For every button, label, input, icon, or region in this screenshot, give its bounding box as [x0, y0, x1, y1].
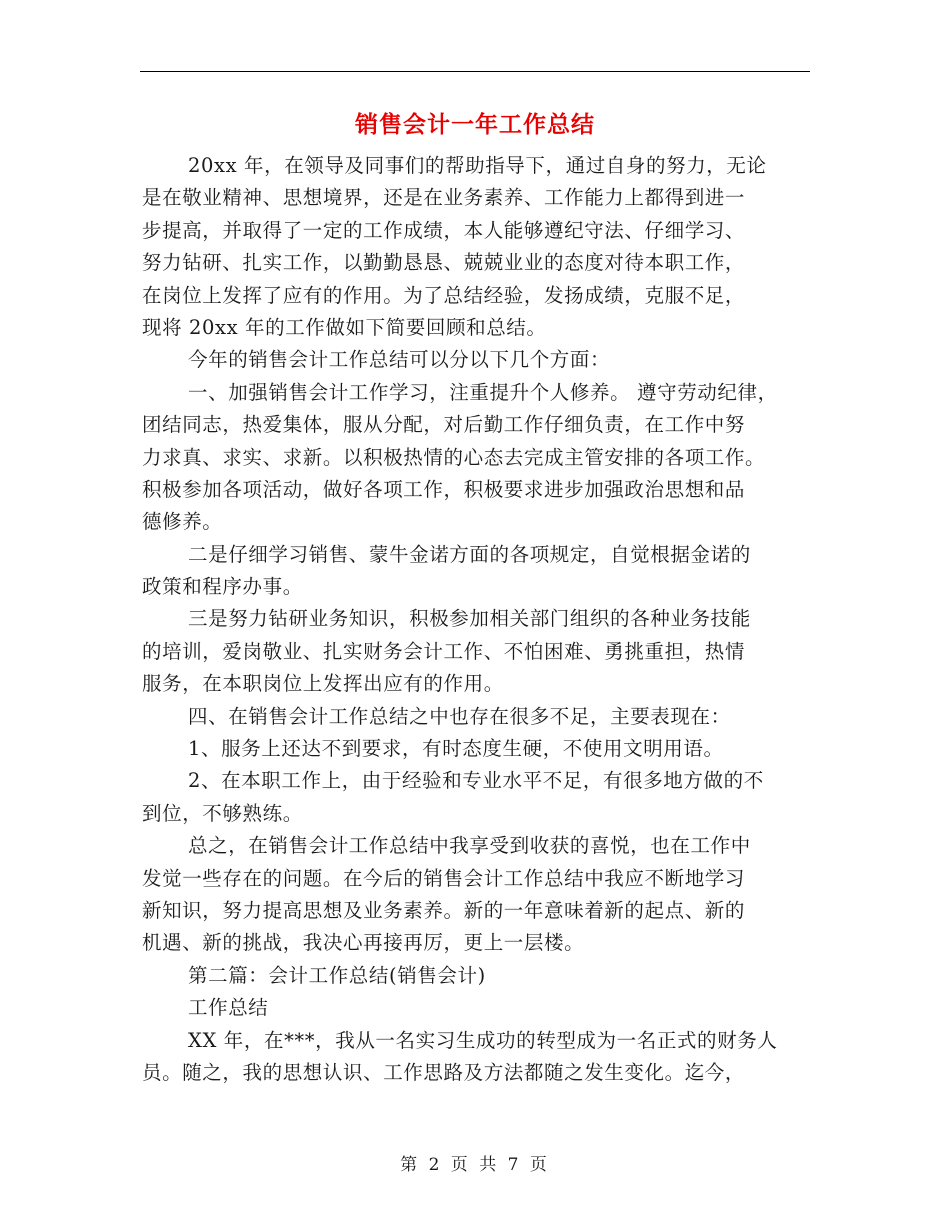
text-line: 团结同志，热爱集体，服从分配，对后勤工作仔细负责，在工作中努: [142, 413, 746, 437]
text-line: XX 年，在***，我从一名实习生成功的转型成为一名正式的财务人: [188, 1028, 778, 1052]
page-footer: 第 2 页 共 7 页: [400, 1155, 550, 1175]
text-line: 第二篇：会计工作总结(销售会计): [188, 963, 486, 987]
text-line: 服务，在本职岗位上发挥出应有的作用。: [142, 672, 504, 696]
text-line: 一、加强销售会计工作学习，注重提升个人修养。 遵守劳动纪律，: [188, 380, 778, 404]
text-line: 到位，不够熟练。: [142, 801, 303, 825]
text-line: 三是努力钻研业务知识，积极参加相关部门组织的各种业务技能: [188, 607, 751, 631]
document-title: 销售会计一年工作总结: [355, 112, 595, 138]
text-line: 的培训，爱岗敬业、扎实财务会计工作、不怕困难、勇挑重担，热情: [142, 639, 746, 663]
text-line: 在岗位上发挥了应有的作用。为了总结经验，发扬成绩，克服不足，: [142, 283, 746, 307]
header-rule: [140, 71, 810, 72]
text-line: 员。随之，我的思想认识、工作思路及方法都随之发生变化。迄今，: [142, 1060, 746, 1084]
text-line: 政策和程序办事。: [142, 575, 303, 599]
text-line: 1、服务上还达不到要求，有时态度生硬，不使用文明用语。: [188, 737, 724, 761]
text-line: 今年的销售会计工作总结可以分以下几个方面：: [188, 348, 611, 372]
text-line: 四、在销售会计工作总结之中也存在很多不足，主要表现在：: [188, 704, 731, 728]
text-line: 20xx 年，在领导及同事们的帮助指导下，通过自身的努力，无论: [188, 154, 767, 177]
text-line: 二是仔细学习销售、蒙牛金诺方面的各项规定，自觉根据金诺的: [188, 542, 751, 566]
text-line: 步提高，并取得了一定的工作成绩，本人能够遵纪守法、仔细学习、: [142, 218, 746, 242]
text-line: 德修养。: [142, 510, 223, 534]
text-line: 积极参加各项活动，做好各项工作，积极要求进步加强政治思想和品: [142, 477, 746, 501]
text-line: 新知识，努力提高思想及业务素养。新的一年意味着新的起点、新的: [142, 898, 746, 922]
text-line: 工作总结: [188, 996, 269, 1020]
text-line: 力求真、求实、求新。以积极热情的心态去完成主管安排的各项工作。: [142, 445, 766, 469]
document-body: [142, 150, 810, 1089]
text-line: 发觉一些存在的问题。在今后的销售会计工作总结中我应不断地学习: [142, 866, 746, 890]
text-line: 机遇、新的挑战，我决心再接再厉，更上一层楼。: [142, 931, 585, 955]
text-line: 是在敬业精神、思想境界，还是在业务素养、工作能力上都得到进一: [142, 186, 746, 210]
text-line: 2、在本职工作上，由于经验和专业水平不足，有很多地方做的不: [188, 769, 764, 793]
text-line: 现将 20xx 年的工作做如下简要回顾和总结。: [142, 315, 547, 339]
text-line: 努力钻研、扎实工作，以勤勤恳恳、兢兢业业的态度对待本职工作，: [142, 251, 746, 275]
text-line: 总之，在销售会计工作总结中我享受到收获的喜悦，也在工作中: [188, 834, 751, 858]
